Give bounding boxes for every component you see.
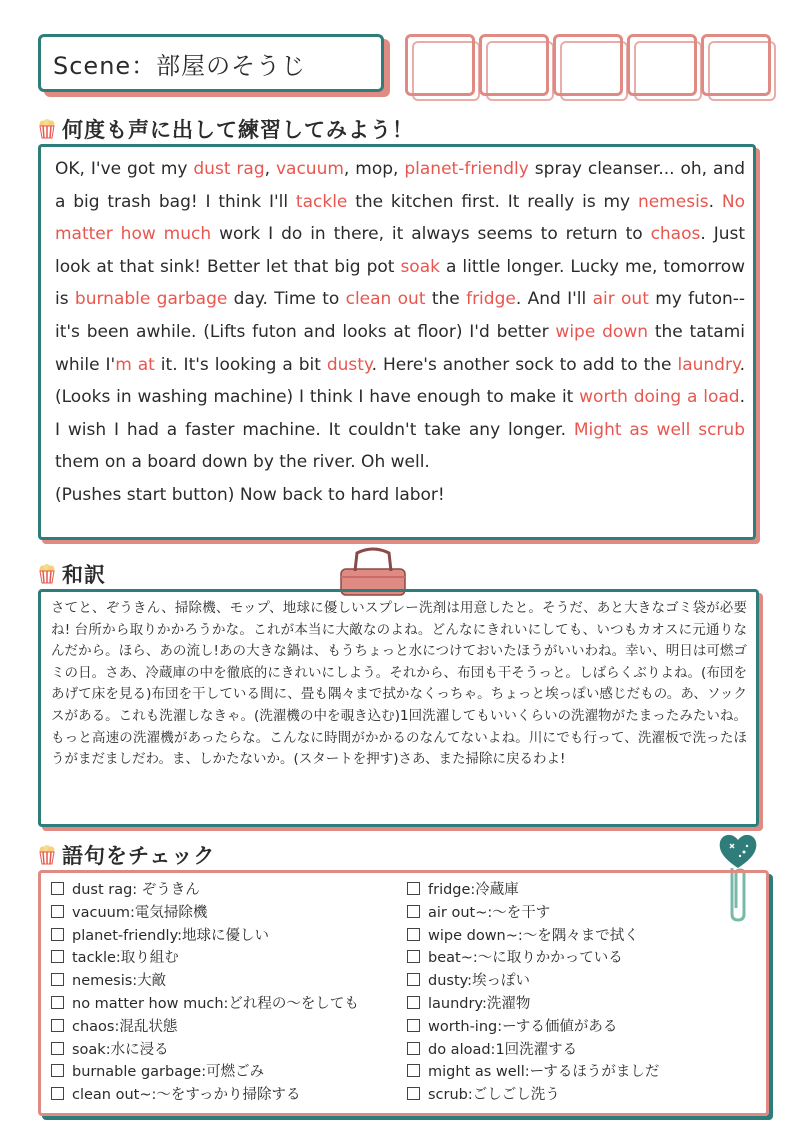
translation-box <box>38 589 759 827</box>
highlighted-term: dusty <box>326 354 372 375</box>
vocab-text: tackle:取り組む <box>72 950 179 967</box>
highlighted-term: nemesis <box>637 191 709 212</box>
vocab-checkbox[interactable] <box>407 928 420 941</box>
passage-text: . And I'll <box>515 289 593 310</box>
vocab-item <box>407 1084 659 1107</box>
stamp-box <box>553 34 623 96</box>
highlighted-term: m at <box>115 354 155 375</box>
popcorn-icon <box>38 119 56 139</box>
passage-text: OK, I've got my <box>55 159 194 179</box>
passage-text: . Just look at that sink! Better let that big pot <box>55 224 745 277</box>
vocab-checkbox[interactable] <box>407 973 420 986</box>
vocab-box <box>38 870 769 1116</box>
vocab-item <box>51 879 359 902</box>
vocab-checkbox[interactable] <box>407 1042 420 1055</box>
popcorn-icon <box>38 845 56 865</box>
passage-text: it. It's looking a bit <box>154 354 327 375</box>
vocab-heading-text: 語句をチェック <box>62 844 216 868</box>
passage-text: . (Looks in washing machine) I think I have enough to make it <box>55 354 745 408</box>
vocab-item <box>407 993 659 1016</box>
vocab-text: dust rag: ぞうきん <box>72 882 200 898</box>
vocab-text: scrub:ごしごし洗う <box>428 1087 560 1104</box>
vocab-checkbox[interactable] <box>51 973 64 986</box>
stamp-box <box>479 34 549 96</box>
highlighted-term: clean out <box>345 289 426 310</box>
highlighted-term: No matter how much <box>55 191 746 245</box>
vocab-text: vacuum:電気掃除機 <box>72 904 208 921</box>
vocab-checkbox[interactable] <box>51 882 64 895</box>
vocab-checkbox[interactable] <box>51 928 64 941</box>
vocab-item <box>51 970 359 993</box>
scene-title-box <box>38 34 384 92</box>
vocab-checkbox[interactable] <box>407 882 420 895</box>
vocab-text: burnable garbage:可燃ごみ <box>72 1064 265 1081</box>
translation-text: さてと、ぞうきん、掃除機、モップ、地球に優しいスプレー洗剤は用意したと。そうだ、あと大きなゴミ袋が必要ね! 台所から取りかかろうかな。これが本当に大敵なのよね。どんなにきれいにしても、いつもカオスに元通りなんだから。ほら、あの流し!あの大きな鍋は、もうちょっと水につけておいたほうがいいわね。幸い、明日は可燃ゴミの日。さあ、冷蔵庫の中を徹底的にきれいにしよう。それから、布団も干そうっと。しばらくぶりよね。(布団をあげて床を見る)布団を干している間に、畳も隅々まで拭かなくっちゃ。ちょっと埃っぽい感じだもの。あ、ソックスがある。これも洗濯しなきゃ。(洗濯機の中を覗き込む)1回洗濯してもいいくらいの洗濯物がたまったみたいね。もっと高速の洗濯機があったらな。こんなに時間がかかるのなんてないよね。川にでも行って、洗濯板で洗ったほうがまだましだわ。ま、しかたないか。(スタートを押す)さあ、また掃除に戻るわよ! <box>51 600 747 768</box>
vocab-text: planet-friendly:地球に優しい <box>72 927 269 944</box>
passage-text: . I wish I had a faster machine. It couldn't take any longer. <box>55 387 745 440</box>
passage-text: , <box>264 159 276 179</box>
vocab-item <box>51 902 359 925</box>
highlighted-term: worth doing a load <box>579 387 740 408</box>
highlighted-term: Might as well scrub <box>573 419 745 440</box>
scene-title: Scene：部屋のそうじ <box>53 52 307 80</box>
practice-heading <box>38 114 414 144</box>
vocab-checkbox[interactable] <box>407 1019 420 1032</box>
vocab-checkbox[interactable] <box>51 996 64 1009</box>
vocab-text: wipe down~:～を隅々まで拭く <box>428 927 639 944</box>
vocab-text: beat~:～に取りかかっている <box>428 950 623 967</box>
highlighted-term: planet-friendly <box>404 159 529 179</box>
vocab-item <box>407 1016 659 1039</box>
highlighted-term: tackle <box>295 191 348 212</box>
english-passage-box <box>38 144 756 540</box>
vocab-checkbox[interactable] <box>51 1064 64 1077</box>
passage-text: . <box>708 191 722 212</box>
passage-text: a little longer. Lucky me, tomorrow is <box>55 256 746 310</box>
translation-heading <box>38 559 106 589</box>
vocab-text: fridge:冷蔵庫 <box>428 882 519 898</box>
vocab-item <box>407 947 659 970</box>
highlighted-term: wipe down <box>555 321 648 342</box>
vocab-item <box>51 1061 359 1084</box>
stamp-box <box>405 34 475 96</box>
vocab-item <box>51 947 359 970</box>
highlighted-term: laundry <box>677 354 740 375</box>
vocab-checkbox[interactable] <box>51 950 64 963</box>
vocab-text: laundry:洗濯物 <box>428 995 531 1012</box>
popcorn-icon <box>38 564 56 584</box>
vocab-text: nemesis:大敵 <box>72 973 167 990</box>
vocab-text: do aload:1回洗濯する <box>428 1041 578 1058</box>
passage-text: my futon--it's been awhile. (Lifts futon and looks at floor) I'd better <box>55 289 746 342</box>
passage-text: , mop, <box>343 159 405 179</box>
vocab-text: chaos:混乱状態 <box>72 1018 178 1035</box>
vocab-text: air out~:～を干す <box>428 904 551 921</box>
highlighted-term: dust rag <box>193 159 265 179</box>
vocab-heading <box>38 840 215 870</box>
practice-heading-text: 何度も声に出して練習してみよう！ <box>62 118 414 142</box>
highlighted-term: vacuum <box>275 159 344 179</box>
vocab-text: no matter how much:どれ程の～をしても <box>72 995 359 1012</box>
passage-text: day. Time to <box>227 289 346 310</box>
vocab-item <box>51 1039 359 1062</box>
vocab-item <box>407 902 659 925</box>
passage-text: spray cleanser... oh, and a big trash bag! I think I'll <box>55 159 745 212</box>
vocab-text: soak:水に浸る <box>72 1041 169 1058</box>
stamp-box <box>627 34 697 96</box>
vocab-checkbox[interactable] <box>51 1019 64 1032</box>
vocab-text: dusty:埃っぽい <box>428 973 531 990</box>
vocab-list-right <box>407 879 659 1107</box>
passage-text: the <box>425 289 467 310</box>
passage-text: work I do in there, it always seems to return to <box>211 224 651 245</box>
vocab-checkbox[interactable] <box>51 1087 64 1100</box>
vocab-checkbox[interactable] <box>51 905 64 918</box>
passage-text: . Here's another sock to add to the <box>371 354 678 375</box>
vocab-list-left <box>51 879 359 1107</box>
vocab-item <box>51 925 359 948</box>
passage-text: the kitchen first. It really is my <box>347 191 638 212</box>
vocab-checkbox[interactable] <box>407 905 420 918</box>
highlighted-term: chaos <box>650 224 701 245</box>
english-passage <box>55 153 745 512</box>
highlighted-term: soak <box>400 256 440 277</box>
vocab-item <box>51 1084 359 1107</box>
vocab-item <box>51 993 359 1016</box>
vocab-checkbox[interactable] <box>407 1087 420 1100</box>
vocab-text: worth-ing:ーする価値がある <box>428 1018 618 1035</box>
vocab-checkbox[interactable] <box>407 996 420 1009</box>
vocab-item <box>407 970 659 993</box>
highlighted-term: fridge <box>466 289 516 310</box>
passage-text: them on a board down by the river. Oh well. <box>55 452 430 473</box>
vocab-checkbox[interactable] <box>407 1064 420 1077</box>
translation-heading-text: 和訳 <box>62 563 106 587</box>
passage-text: the tatami while I' <box>55 321 745 375</box>
vocab-checkbox[interactable] <box>51 1042 64 1055</box>
vocab-item <box>407 1061 659 1084</box>
vocab-text: clean out~:～をすっかり掃除する <box>72 1087 301 1104</box>
vocab-item <box>407 1039 659 1062</box>
stamp-box <box>701 34 771 96</box>
vocab-checkbox[interactable] <box>407 950 420 963</box>
vocab-text: might as well:ーするほうがましだ <box>428 1064 660 1081</box>
passage-text: (Pushes start button) Now back to hard labor! <box>55 484 445 505</box>
vocab-item <box>51 1016 359 1039</box>
vocab-item <box>407 925 659 948</box>
highlighted-term: burnable garbage <box>74 289 228 310</box>
highlighted-term: air out <box>592 289 649 310</box>
vocab-item <box>407 879 659 902</box>
